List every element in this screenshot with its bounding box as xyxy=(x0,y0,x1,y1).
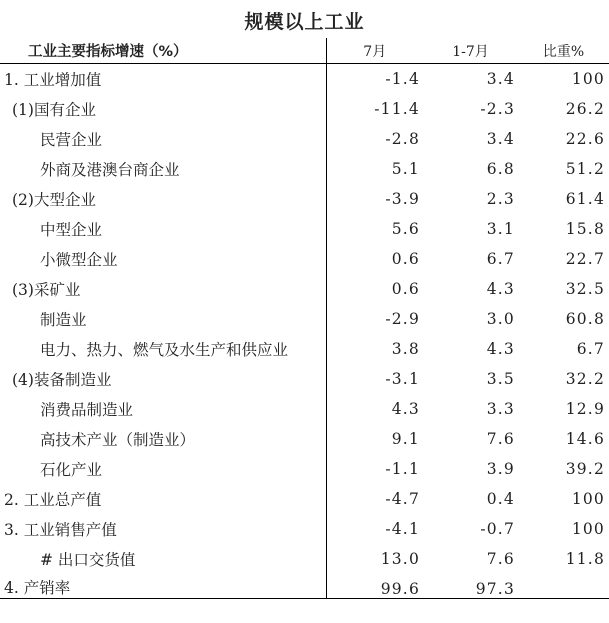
row-label: 民营企业 xyxy=(0,124,326,154)
row-share-value: 26.2 xyxy=(565,100,605,118)
table-row xyxy=(0,424,609,454)
row-month-value: 0.6 xyxy=(391,280,420,298)
row-label: 2. 工业总产值 xyxy=(0,484,326,514)
row-share-value: 11.8 xyxy=(565,550,605,568)
row-cumulative-value: 4.3 xyxy=(486,280,515,298)
row-cumulative-value: 4.3 xyxy=(486,340,515,358)
table-row xyxy=(0,574,609,599)
row-label: (3)采矿业 xyxy=(0,274,326,304)
table-row xyxy=(0,124,609,154)
row-label: (2)大型企业 xyxy=(0,184,326,214)
row-cumulative-value: -0.7 xyxy=(480,520,515,538)
row-label: 制造业 xyxy=(0,304,326,334)
row-label: 外商及港澳台商企业 xyxy=(0,154,326,184)
row-month-value: -4.7 xyxy=(385,490,420,508)
table-row xyxy=(0,274,609,304)
row-cumulative-value: 7.6 xyxy=(486,550,515,568)
page-title: 规模以上工业 xyxy=(244,11,365,33)
table-row xyxy=(0,454,609,484)
row-cumulative-value: 2.3 xyxy=(486,190,515,208)
table-row xyxy=(0,484,609,514)
row-label: 电力、热力、燃气及水生产和供应业 xyxy=(0,334,326,364)
table-header-row xyxy=(0,38,609,64)
row-cumulative-value: 6.7 xyxy=(486,250,515,268)
row-share-value: 32.2 xyxy=(565,370,605,388)
row-cumulative-value: 6.8 xyxy=(486,160,515,178)
row-month-value: 5.1 xyxy=(391,160,420,178)
row-share-value: 60.8 xyxy=(565,310,605,328)
row-label: 小微型企业 xyxy=(0,244,326,274)
header-indicator: 工业主要指标增速（%） xyxy=(0,38,326,64)
table-row xyxy=(0,184,609,214)
row-month-value: -1.4 xyxy=(385,70,420,88)
row-label: 1. 工业增加值 xyxy=(0,64,326,95)
row-cumulative-value: 97.3 xyxy=(423,574,518,599)
row-label: # 出口交货值 xyxy=(0,544,326,574)
row-cumulative-value: 3.4 xyxy=(486,70,515,88)
row-cumulative-value: 0.4 xyxy=(486,490,515,508)
row-share-value: 22.6 xyxy=(565,130,605,148)
row-share-value: 32.5 xyxy=(565,280,605,298)
row-month-value: 5.6 xyxy=(391,220,420,238)
row-label: 中型企业 xyxy=(0,214,326,244)
row-share-value: 100 xyxy=(571,70,605,88)
row-month-value: -3.9 xyxy=(385,190,420,208)
row-month-value: -2.8 xyxy=(385,130,420,148)
row-month-value: -2.9 xyxy=(385,310,420,328)
row-label: 消费品制造业 xyxy=(0,394,326,424)
row-month-value: 0.6 xyxy=(391,250,420,268)
row-cumulative-value: 3.3 xyxy=(486,400,515,418)
row-share-value: 6.7 xyxy=(576,340,605,358)
row-cumulative-value: -2.3 xyxy=(480,100,515,118)
header-cumulative: 1-7月 xyxy=(423,38,518,64)
row-month-value: -1.1 xyxy=(385,460,420,478)
table-row xyxy=(0,244,609,274)
row-share-value: 12.9 xyxy=(565,400,605,418)
row-share-value: 61.4 xyxy=(565,190,605,208)
row-cumulative-value: 3.0 xyxy=(486,310,515,328)
table-row xyxy=(0,154,609,184)
row-label: (4)装备制造业 xyxy=(0,364,326,394)
table-row xyxy=(0,394,609,424)
row-label: 3. 工业销售产值 xyxy=(0,514,326,544)
table-row xyxy=(0,334,609,364)
row-label: 石化产业 xyxy=(0,454,326,484)
table-row xyxy=(0,544,609,574)
table-body xyxy=(0,64,609,599)
row-cumulative-value: 3.4 xyxy=(486,130,515,148)
row-month-value: -11.4 xyxy=(374,100,420,118)
table-row xyxy=(0,214,609,244)
row-month-value: 4.3 xyxy=(391,400,420,418)
row-cumulative-value: 7.6 xyxy=(486,430,515,448)
industry-indicators-table xyxy=(0,38,609,599)
header-share: 比重% xyxy=(518,38,609,64)
row-month-value: 99.6 xyxy=(326,574,423,599)
table-row xyxy=(0,514,609,544)
row-cumulative-value: 3.9 xyxy=(486,460,515,478)
table-row xyxy=(0,94,609,124)
table-row xyxy=(0,364,609,394)
row-share-value: 51.2 xyxy=(565,160,605,178)
row-month-value: 13.0 xyxy=(380,550,420,568)
row-share-value: 100 xyxy=(571,520,605,538)
table-row xyxy=(0,64,609,95)
row-label: 4. 产销率 xyxy=(0,574,326,599)
row-month-value: 9.1 xyxy=(391,430,420,448)
row-share-value: 14.6 xyxy=(565,430,605,448)
table-row xyxy=(0,304,609,334)
header-month: 7月 xyxy=(326,38,423,64)
row-month-value: -4.1 xyxy=(385,520,420,538)
row-label: 高技术产业（制造业） xyxy=(0,424,326,454)
row-cumulative-value: 3.5 xyxy=(486,370,515,388)
row-label: (1)国有企业 xyxy=(0,94,326,124)
row-month-value: 3.8 xyxy=(391,340,420,358)
row-share-value: 22.7 xyxy=(565,250,605,268)
row-cumulative-value: 3.1 xyxy=(486,220,515,238)
row-month-value: -3.1 xyxy=(385,370,420,388)
row-share-value: 39.2 xyxy=(565,460,605,478)
row-share-value: 100 xyxy=(571,490,605,508)
row-share-value: 15.8 xyxy=(565,220,605,238)
row-share-value xyxy=(518,574,609,599)
